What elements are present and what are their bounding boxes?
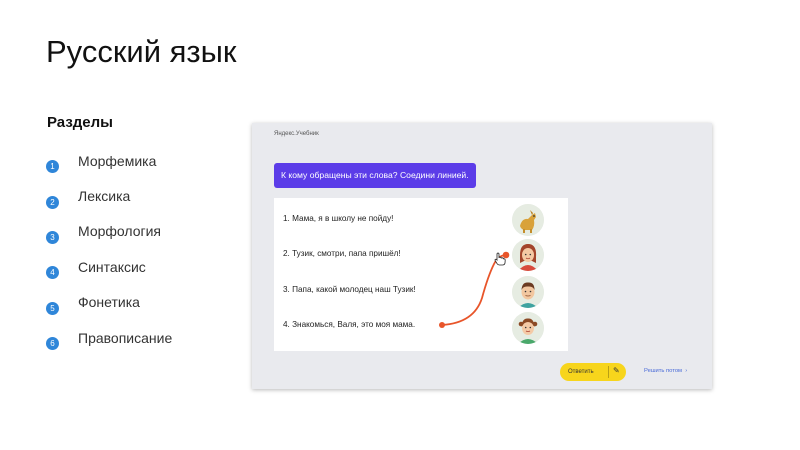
button-divider <box>608 366 609 378</box>
section-label: Фонетика <box>78 294 140 311</box>
hand-cursor-icon <box>493 252 507 266</box>
number-badge: 2 <box>46 196 59 209</box>
solve-later-label: Решить потом <box>644 368 683 374</box>
dog-avatar-icon[interactable] <box>512 204 544 236</box>
number-badge: 5 <box>46 302 59 315</box>
app-brand: Яндекс.Учебник <box>274 131 319 137</box>
section-item <box>46 181 172 216</box>
number-badge: 1 <box>46 160 59 173</box>
section-item <box>46 252 172 287</box>
pencil-icon[interactable]: ✎ <box>613 366 620 375</box>
phrase-item[interactable]: 4. Знакомься, Валя, это моя мама. <box>283 320 416 329</box>
chevron-right-icon: › <box>683 368 688 374</box>
section-label: Морфология <box>78 223 162 240</box>
section-item <box>46 323 172 358</box>
section-item <box>46 146 172 181</box>
section-item <box>46 217 172 252</box>
matching-card <box>274 198 568 351</box>
section-label: Лексика <box>78 188 131 205</box>
sections-title: Разделы <box>47 114 113 131</box>
man-avatar-icon[interactable] <box>512 276 544 308</box>
slide-title: Русский язык <box>46 34 237 69</box>
line-start-dot <box>439 322 445 328</box>
sections-list <box>46 146 172 358</box>
number-badge: 3 <box>46 231 59 244</box>
phrase-item[interactable]: 3. Папа, какой молодец наш Тузик! <box>283 285 416 294</box>
number-badge: 4 <box>46 266 59 279</box>
phrase-item[interactable]: 1. Мама, я в школу не пойду! <box>283 214 394 223</box>
app-screenshot <box>252 123 712 389</box>
answer-button[interactable] <box>560 363 626 381</box>
solve-later-link[interactable] <box>644 368 687 374</box>
task-prompt: К кому обращены эти слова? Соедини линией. <box>274 163 476 188</box>
number-badge: 6 <box>46 337 59 350</box>
phrase-item[interactable]: 2. Тузик, смотри, папа пришёл! <box>283 249 401 258</box>
section-label: Синтаксис <box>78 258 146 275</box>
woman-avatar-icon[interactable] <box>512 239 544 271</box>
section-label: Правописание <box>78 329 173 346</box>
section-item <box>46 288 172 323</box>
section-label: Морфемика <box>78 152 157 169</box>
answer-button-label: Ответить <box>568 369 594 375</box>
girl-avatar-icon[interactable] <box>512 312 544 344</box>
